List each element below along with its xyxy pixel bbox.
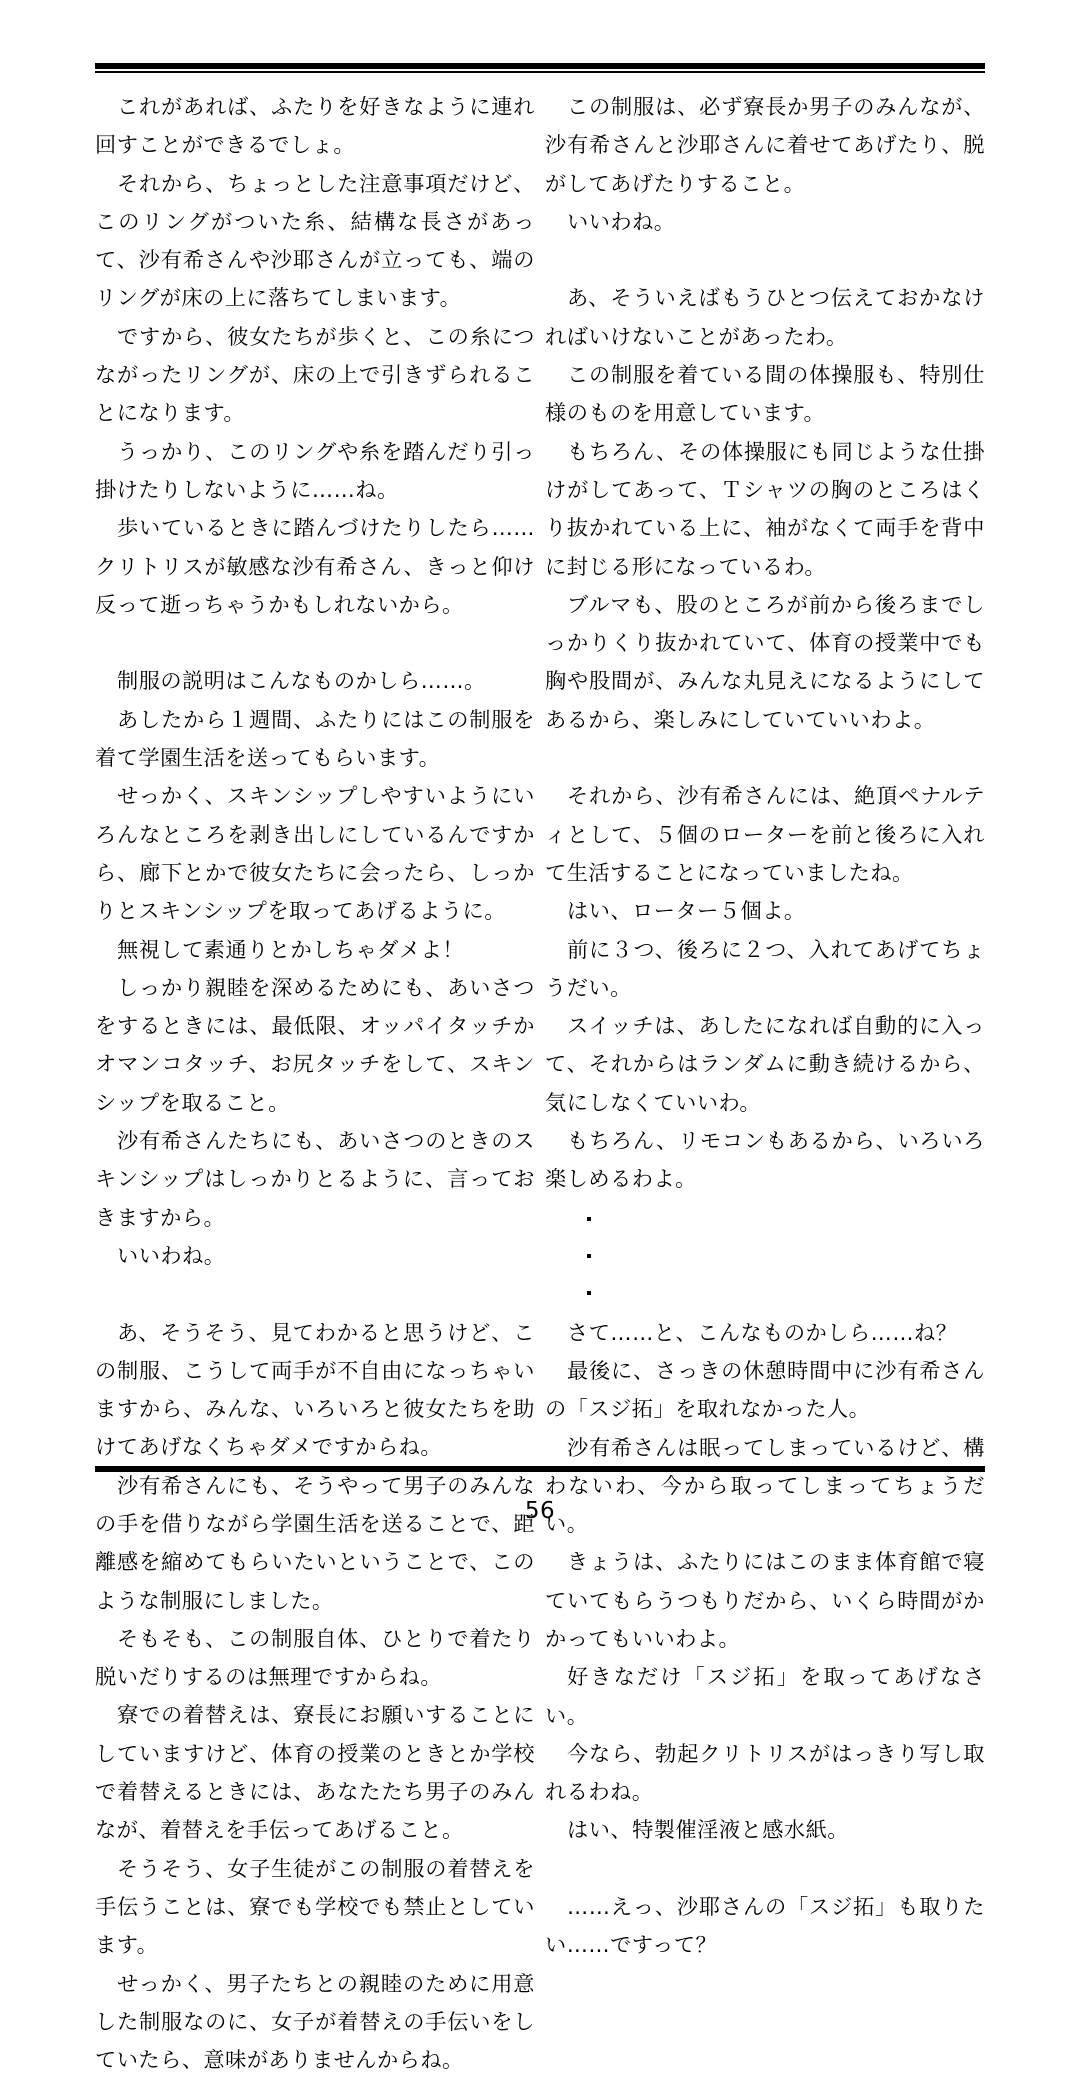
- ellipsis-dot: [587, 1217, 591, 1221]
- body-paragraph: もちろん、リモコンもあるから、いろいろ楽しめるわよ。: [545, 1128, 985, 1192]
- body-paragraph: 好きなだけ「スジ拓」を取ってあげなさい。: [545, 1664, 985, 1728]
- body-paragraph: もちろん、その体操服にも同じような仕掛けがしてあって、Ｔシャツの胸のところはくり抜かれている上に、袖がなくて両手を背中に封じる形になっているわ。: [545, 438, 985, 579]
- body-paragraph: 沙有希さんは眠ってしまっているけど、構わないわ、今から取ってしまってちょうだい。: [545, 1434, 985, 1537]
- body-paragraph: そもそも、この制服自体、ひとりで着たり脱いだりするのは無理ですからね。: [95, 1625, 535, 1690]
- body-paragraph: 今なら、勃起クリトリスがはっきり写し取れるわね。: [545, 1740, 985, 1805]
- ellipsis-dot: [587, 1254, 591, 1258]
- body-paragraph: 無視して素通りとかしちゃダメよ！: [117, 936, 465, 962]
- body-paragraph: この制服は、必ず寮長か男子のみんなが、沙有希さんと沙耶さんに着せてあげたり、脱がしてあげたりすること。: [545, 94, 985, 196]
- body-paragraph: せっかく、男子たちとの親睦のために用意した制服なのに、女子が着替えの手伝いをしていたら、意味がありませんからね。: [95, 1970, 535, 2073]
- body-paragraph: あ、そうそう、見てわかると思うけど、この制服、こうして両手が不自由になっちゃいますから、みんな、いろいろと彼女たちを助けてあげなくちゃダメですからね。: [95, 1319, 535, 1460]
- body-paragraph: 制服の説明はこんなものかしら……。: [117, 668, 486, 694]
- paragraph-spacer: [545, 739, 985, 777]
- body-paragraph: 沙有希さんにも、そうやって男子のみんなの手を借りながら学園生活を送ることで、距離感を縮めてもらいたいということで、このような制服にしました。: [95, 1472, 535, 1613]
- body-paragraph: ……えっ、沙耶さんの「スジ拓」も取りたい……ですって？: [545, 1894, 985, 1958]
- body-paragraph: いいわね。: [567, 208, 676, 234]
- body-paragraph: ですから、彼女たちが歩くと、この糸につながったリングが、床の上で引きずられることになります。: [95, 323, 535, 426]
- body-paragraph: それから、沙有希さんには、絶頂ペナルティとして、５個のローターを前と後ろに入れて生活することになっていましたね。: [545, 783, 985, 885]
- body-paragraph: さて……と、こんなものかしら……ね？: [567, 1319, 958, 1345]
- body-paragraph: きょうは、ふたりにはこのまま体育館で寝ていてもらうつもりだから、いくら時間がかかってもいいわよ。: [545, 1549, 985, 1651]
- paragraph-spacer: [95, 624, 535, 662]
- body-paragraph: いいわね。: [117, 1242, 226, 1268]
- ellipsis-dot: [587, 1291, 591, 1295]
- page-number: 56: [524, 1498, 556, 1524]
- body-paragraph: ブルマも、股のところが前から後ろまでしっかりくり抜かれていて、体育の授業中でも胸や股間が、みんな丸見えになるようにしてあるから、楽しみにしていていいわよ。: [545, 591, 985, 732]
- body-paragraph: うっかり、このリングや糸を踏んだり引っ掛けたりしないように……ね。: [95, 438, 535, 502]
- top-rule-thin-line: [95, 71, 985, 73]
- body-paragraph: せっかく、スキンシップしやすいようにいろんなところを剥き出しにしているんですから、廊下とかで彼女たちに会ったら、しっかりとスキンシップを取ってあげるように。: [95, 783, 535, 924]
- paragraph-spacer: [95, 1275, 535, 1313]
- body-paragraph: あ、そういえばもうひとつ伝えておかなければいけないことがあったわ。: [545, 285, 985, 349]
- body-paragraph: それから、ちょっとした注意事項だけど、このリングがついた糸、結構な長さがあって、沙有希さんや沙耶さんが立っても、端のリングが床の上に落ちてしまいます。: [95, 170, 535, 311]
- body-paragraph: そうそう、女子生徒がこの制服の着替えを手伝うことは、寮でも学校でも禁止としています。: [95, 1855, 535, 1958]
- vertical-ellipsis: [545, 1199, 985, 1314]
- bottom-rule: [95, 1466, 985, 1472]
- body-paragraph: しっかり親睦を深めるためにも、あいさつをするときには、最低限、オッパイタッチかオマンコタッチ、お尻タッチをして、スキンシップを取ること。: [95, 974, 535, 1115]
- body-paragraph: 前に３つ、後ろに２つ、入れてあげてちょうだい。: [545, 936, 985, 1000]
- paragraph-spacer: [545, 241, 985, 279]
- column-left: [95, 88, 535, 2073]
- body-paragraph: 歩いているときに踏んづけたりしたら……クリトリスが敏感な沙有希さん、きっと仰け反って逝っちゃうかもしれないから。: [95, 515, 535, 617]
- body-paragraph: 沙有希さんたちにも、あいさつのときのスキンシップはしっかりとるように、言っておきますから。: [95, 1128, 535, 1230]
- body-paragraph: はい、ローター５個よ。: [567, 898, 806, 924]
- body-paragraph: あしたから１週間、ふたりにはこの制服を着て学園生活を送ってもらいます。: [95, 706, 535, 771]
- body-paragraph: 寮での着替えは、寮長にお願いすることにしていますけど、体育の授業のときとか学校で着替えるときには、あなたたち男子のみんなが、着替えを手伝ってあげること。: [95, 1702, 535, 1843]
- body-paragraph: はい、特製催淫液と感水紙。: [567, 1817, 849, 1843]
- column-right: [545, 88, 985, 1958]
- paragraph-spacer: [545, 1850, 985, 1888]
- top-double-rule: [95, 63, 985, 73]
- body-paragraph: 最後に、さっきの休憩時間中に沙有希さんの「スジ拓」を取れなかった人。: [545, 1357, 985, 1422]
- body-paragraph: スイッチは、あしたになれば自動的に入って、それからはランダムに動き続けるから、気にしなくていいわ。: [545, 1013, 985, 1115]
- body-paragraph: この制服を着ている間の体操服も、特別仕様のものを用意しています。: [545, 362, 985, 426]
- body-paragraph: これがあれば、ふたりを好きなように連れ回すことができるでしょ。: [95, 94, 535, 158]
